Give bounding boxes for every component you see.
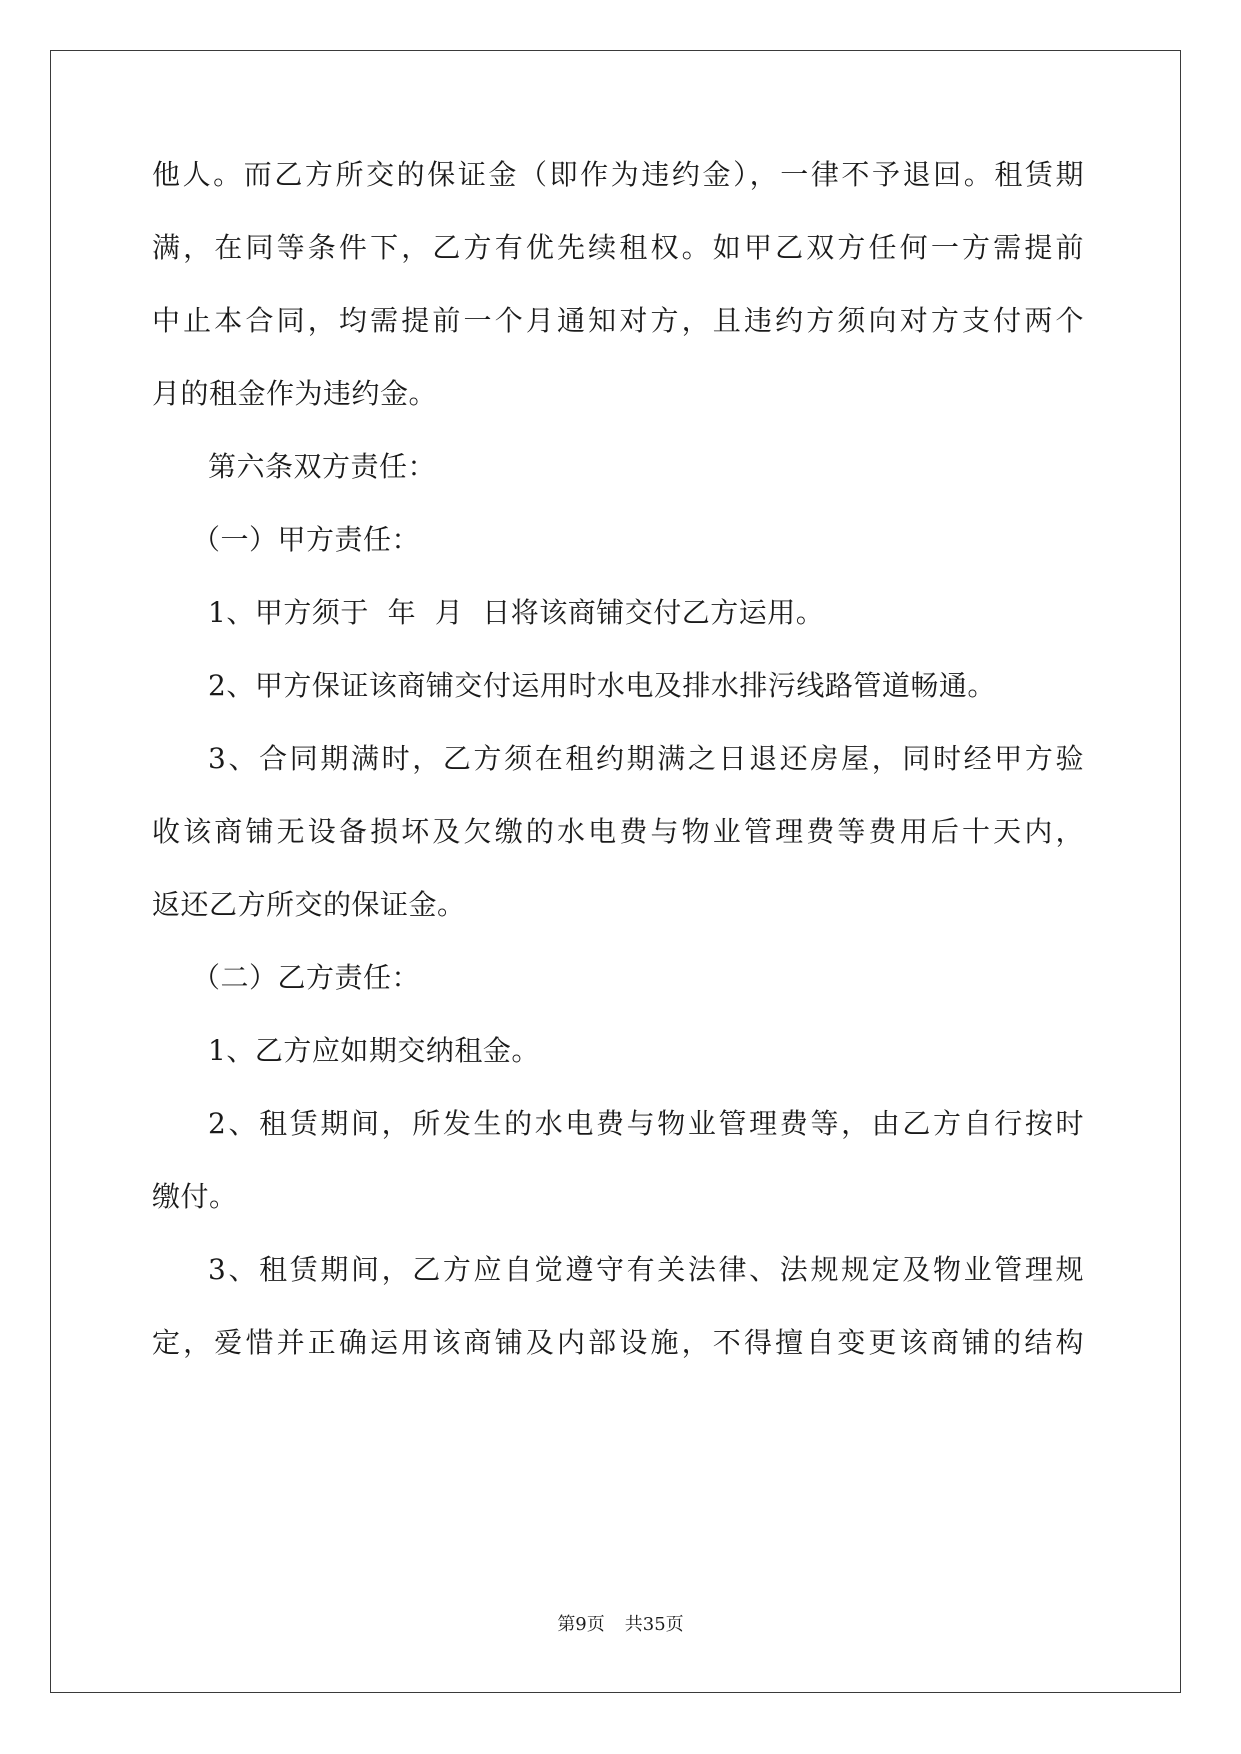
text-line: 3、合同期满时，乙方须在租约期满之日退还房屋，同时经甲方验 (208, 742, 1084, 775)
text-line: 月的租金作为违约金。 (152, 377, 438, 410)
page-number: 第9页 (557, 1614, 605, 1635)
subsection-heading: （二）乙方责任： (192, 961, 421, 994)
text-line: 返还乙方所交的保证金。 (152, 888, 466, 921)
text-line: 2、甲方保证该商铺交付运用时水电及排水排污线路管道畅通。 (208, 669, 996, 702)
text-line: 定，爱惜并正确运用该商铺及内部设施，不得擅自变更该商铺的结构 (152, 1326, 1084, 1359)
text-line: 3、租赁期间，乙方应自觉遵守有关法律、法规规定及物业管理规 (208, 1253, 1084, 1286)
text-line: 中止本合同，均需提前一个月通知对方，且违约方须向对方支付两个 (152, 304, 1084, 337)
text-line: 满，在同等条件下，乙方有优先续租权。如甲乙双方任何一方需提前 (152, 231, 1084, 264)
text-line: 2、租赁期间，所发生的水电费与物业管理费等，由乙方自行按时 (208, 1107, 1084, 1140)
text-line: 1、乙方应如期交纳租金。 (208, 1034, 540, 1067)
text-line: 他人。而乙方所交的保证金（即作为违约金），一律不予退回。租赁期 (152, 158, 1084, 191)
section-heading: 第六条双方责任： (208, 450, 437, 483)
text-line: 收该商铺无设备损坏及欠缴的水电费与物业管理费等费用后十天内， (152, 815, 1084, 848)
page-frame (50, 50, 1181, 1693)
text-line: 1、甲方须于 年 月 日将该商铺交付乙方运用。 (208, 596, 825, 629)
page-footer (0, 1613, 1241, 1637)
subsection-heading: （一）甲方责任： (192, 523, 421, 556)
page-total: 共35页 (624, 1614, 684, 1635)
text-line: 缴付。 (152, 1180, 238, 1213)
